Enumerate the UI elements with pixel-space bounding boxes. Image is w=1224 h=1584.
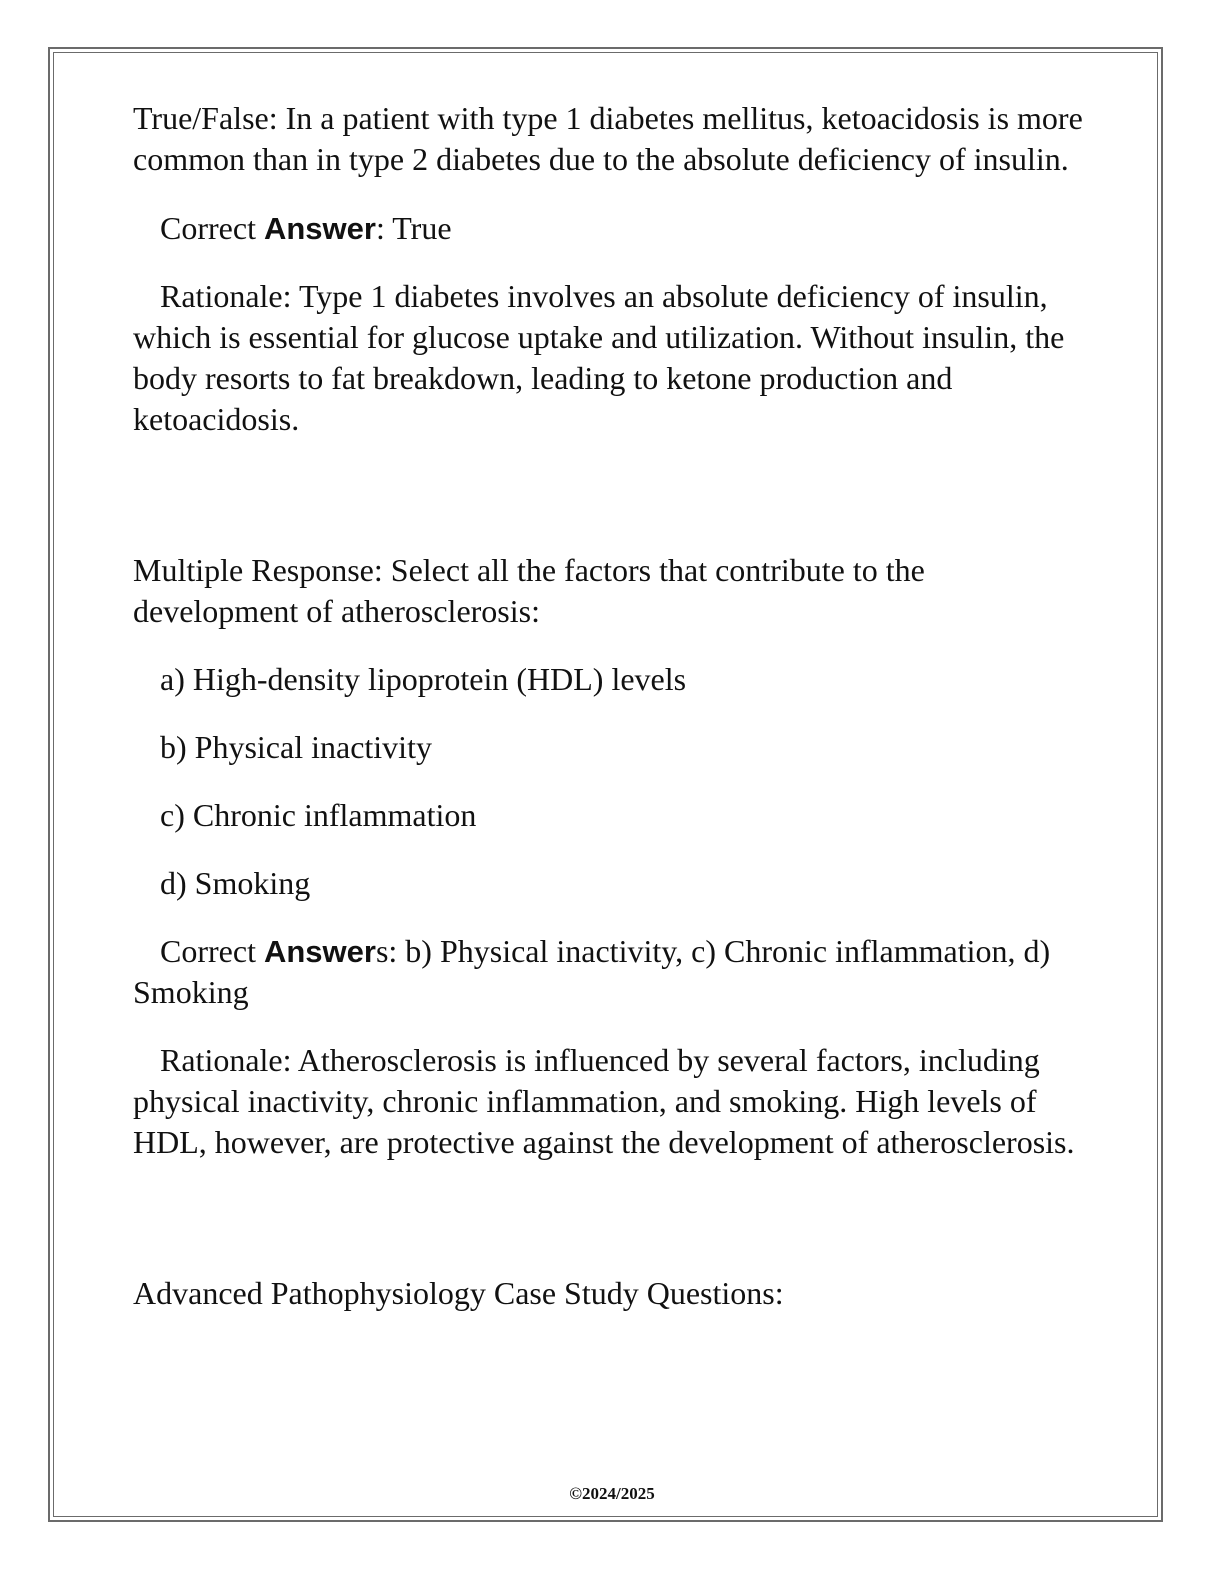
question-1-answer xyxy=(133,208,1093,249)
answer-suffix: : True xyxy=(375,210,452,246)
rationale-text: Rationale: Atherosclerosis is influenced by several factors, including physical inactivity, chronic inflammation, and smoking. High levels of HDL, however, are protective against the development of atherosclerosis. xyxy=(133,1042,1075,1160)
document-body xyxy=(133,98,1093,1314)
answer-word: Answer xyxy=(263,211,376,246)
rationale-text: Rationale: Type 1 diabetes involves an absolute deficiency of insulin, which is essential for glucose uptake and utilization. Without insulin, the body resorts to fat breakdown, leading to ketone production and ketoacidosis. xyxy=(133,278,1065,437)
option-c: c) Chronic inflammation xyxy=(160,797,477,833)
answer-prefix: Correct xyxy=(160,210,264,246)
question-2-answer xyxy=(133,931,1093,1013)
footer-copyright: ©2024/2025 xyxy=(569,1484,655,1503)
question-1-rationale xyxy=(133,276,1093,440)
answer-prefix: Correct xyxy=(160,933,264,969)
answer-suffix: s: b) Physical inactivity, c) Chronic inflammation, d) Smoking xyxy=(133,933,1051,1010)
question-2-text: Multiple Response: Select all the factors that contribute to the development of atherosclerosis: xyxy=(133,552,925,629)
answer-word: Answer xyxy=(263,934,376,969)
question-1-text: True/False: In a patient with type 1 diabetes mellitus, ketoacidosis is more common than in type 2 diabetes due to the absolute deficiency of insulin. xyxy=(133,100,1083,177)
option-b: b) Physical inactivity xyxy=(160,729,432,765)
section-heading: Advanced Pathophysiology Case Study Questions: xyxy=(133,1275,784,1311)
question-2-rationale xyxy=(133,1040,1093,1163)
option-d: d) Smoking xyxy=(160,865,311,901)
option-a: a) High-density lipoprotein (HDL) levels xyxy=(160,661,687,697)
